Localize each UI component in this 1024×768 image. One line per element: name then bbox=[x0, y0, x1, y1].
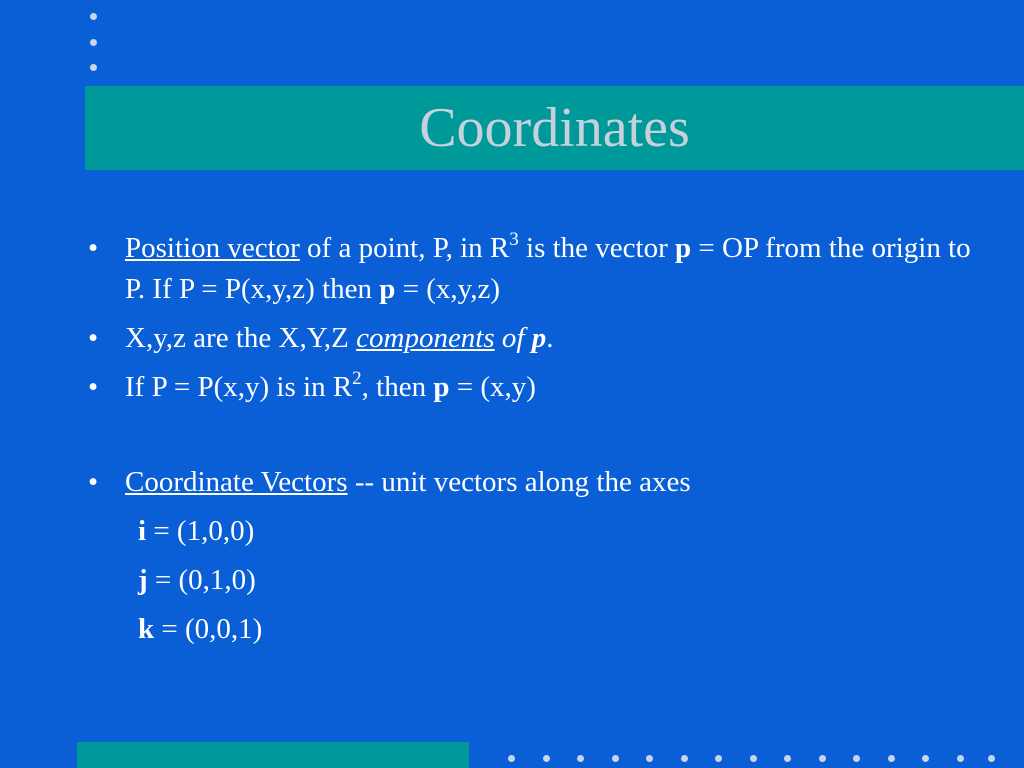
text: If P = P(x,y) is in R bbox=[125, 371, 353, 403]
decor-dot bbox=[922, 755, 929, 762]
text: = (x,y,z) bbox=[395, 273, 501, 305]
decor-dot bbox=[681, 755, 688, 762]
decor-dot bbox=[90, 13, 97, 20]
bullet-marker: • bbox=[88, 466, 99, 498]
decor-dot bbox=[90, 39, 97, 46]
bullet-position-vector bbox=[88, 228, 988, 310]
decor-dot bbox=[90, 64, 97, 71]
decor-dot bbox=[543, 755, 550, 762]
decor-dot bbox=[988, 755, 995, 762]
bottom-accent-band bbox=[77, 742, 469, 768]
bold-vector: p bbox=[433, 371, 450, 403]
superscript: 3 bbox=[509, 229, 519, 250]
decor-dot bbox=[888, 755, 895, 762]
bullet-marker: • bbox=[88, 371, 99, 403]
text: is the vector bbox=[518, 232, 675, 264]
text: of bbox=[494, 322, 532, 354]
bullet-r2 bbox=[88, 367, 988, 408]
text: X,y,z are the X,Y,Z bbox=[125, 322, 357, 354]
bold-vector: p bbox=[531, 322, 547, 354]
decor-dot bbox=[784, 755, 791, 762]
decor-dot bbox=[715, 755, 722, 762]
unit-vector-row bbox=[88, 560, 988, 601]
unit-vector-name: k bbox=[138, 613, 155, 645]
bullet-marker: • bbox=[88, 232, 99, 264]
term-position-vector: Position vector bbox=[125, 232, 300, 264]
decor-dot bbox=[819, 755, 826, 762]
decor-dot bbox=[577, 755, 584, 762]
unit-vector-value: = (0,1,0) bbox=[147, 564, 256, 596]
decor-dot bbox=[957, 755, 964, 762]
unit-vector-row bbox=[88, 511, 988, 552]
unit-vector-name: i bbox=[138, 515, 147, 547]
text: , then bbox=[361, 371, 434, 403]
superscript: 2 bbox=[352, 368, 362, 389]
text: of a point, P, in R bbox=[299, 232, 510, 264]
bullet-coordinate-vectors bbox=[88, 462, 988, 503]
bold-vector: p bbox=[675, 232, 692, 264]
unit-vector-value: = (1,0,0) bbox=[146, 515, 255, 547]
text: . bbox=[546, 322, 554, 354]
decor-dot bbox=[612, 755, 619, 762]
bold-vector: p bbox=[379, 273, 396, 305]
unit-vector-name: j bbox=[138, 564, 148, 596]
bullet-marker: • bbox=[88, 322, 99, 354]
slide-body bbox=[88, 228, 988, 658]
text: -- unit vectors along the axes bbox=[347, 466, 691, 498]
slide-title: Coordinates bbox=[419, 97, 690, 159]
decor-dot bbox=[646, 755, 653, 762]
term-coordinate-vectors: Coordinate Vectors bbox=[125, 466, 348, 498]
term-components: components bbox=[356, 322, 495, 354]
decor-dot bbox=[750, 755, 757, 762]
unit-vector-row bbox=[88, 609, 988, 650]
text: = (x,y) bbox=[449, 371, 536, 403]
unit-vector-value: = (0,0,1) bbox=[154, 613, 263, 645]
bullet-components bbox=[88, 318, 988, 359]
decor-dot bbox=[853, 755, 860, 762]
text: = OP from the origin to P. If P = P(x,y,z) then bbox=[125, 232, 971, 305]
decor-dot bbox=[508, 755, 515, 762]
